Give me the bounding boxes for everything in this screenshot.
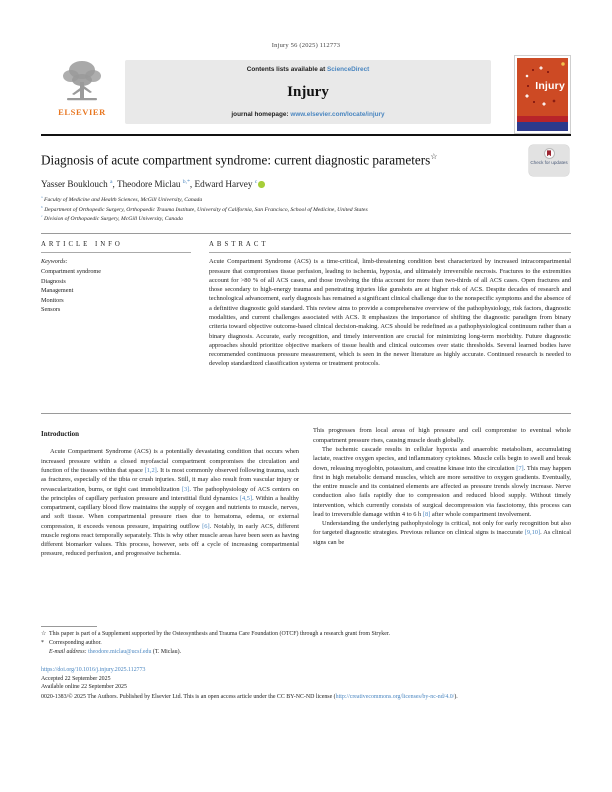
license-suffix: ).	[454, 694, 458, 701]
affiliation-sup: b	[41, 204, 43, 209]
abstract-rule	[209, 252, 571, 253]
body-right-column	[313, 426, 571, 622]
corresponding-marker: *	[41, 639, 44, 646]
supplement-footnote	[41, 630, 571, 639]
cover-blue-stripe	[517, 122, 568, 131]
affiliation-sup: a	[41, 194, 43, 199]
elsevier-wordmark: ELSEVIER	[58, 107, 106, 117]
citation-ref[interactable]: [1,2]	[144, 466, 157, 474]
header-divider	[41, 134, 571, 136]
journal-cover	[514, 55, 571, 134]
right-paragraphs	[313, 426, 571, 547]
author: Theodore Miclau $^{b,*}$	[116, 178, 190, 189]
keyword: Diagnosis	[41, 277, 66, 285]
journal-masthead	[125, 60, 491, 124]
elsevier-tree-icon	[59, 58, 105, 106]
email-footnote	[41, 648, 571, 657]
info-abstract-block	[41, 239, 571, 409]
license-prefix: 0020-1383/© 2025 The Authors. Published by Elsevier Ltd. This is an open access article under the CC BY-NC-ND license (	[41, 694, 336, 701]
check-for-updates-label: Check for updates	[530, 160, 568, 166]
journal-cover-title: Injury	[535, 80, 565, 92]
left-paragraphs	[41, 447, 299, 558]
section-divider-top	[41, 233, 571, 234]
elsevier-logo	[43, 58, 121, 128]
check-for-updates-badge[interactable]	[529, 145, 569, 176]
author-list: Yasser Bouklouch $^a$, Theodore Miclau $^{b,*}$, Edward Harvey $^c$	[41, 179, 571, 189]
keyword: Compartment syndrome	[41, 267, 101, 275]
email-link[interactable]: theodore.miclau@ucsf.edu	[88, 648, 152, 655]
article-info-rule	[41, 252, 191, 253]
sciencedirect-link[interactable]: ScienceDirect	[326, 66, 370, 73]
article-dates	[41, 675, 571, 693]
journal-banner	[41, 58, 571, 128]
citation-ref[interactable]: [7]	[516, 464, 524, 472]
body-paragraph: This progresses from local areas of high pressure and cell compromise to eventual whole compartment pressure rises, causing muscle death globally.	[313, 427, 571, 444]
citation-ref[interactable]: [4,5]	[239, 494, 253, 502]
body-left-column	[41, 426, 299, 622]
author: Edward Harvey $^c$	[195, 179, 265, 189]
orcid-icon[interactable]	[258, 181, 265, 188]
affiliation: $^a$ Faculty of Medicine and Health Sciences, McGill University, Canada	[41, 194, 203, 203]
license-link[interactable]: http://creativecommons.org/licenses/by-nc-nd/4.0/	[335, 694, 455, 701]
author: Yasser Bouklouch $^a$	[41, 178, 113, 189]
accepted-date: Accepted 22 September 2025	[41, 675, 111, 682]
abstract-column	[209, 239, 571, 409]
keyword: Sensors	[41, 306, 61, 314]
footnote-divider	[41, 626, 97, 627]
keyword: Management	[41, 287, 74, 295]
citation-ref[interactable]: [3]	[181, 485, 190, 493]
supplement-text: This paper is part of a Supplement supported by the Osteosynthesis and Trauma Care Foundation (OTCF) through a research grant from Stryker.	[49, 630, 390, 637]
article-info-column	[41, 239, 191, 409]
affiliation-list	[41, 195, 571, 224]
author-affiliation-sup: c	[254, 178, 258, 185]
contents-line	[247, 66, 370, 73]
doi-line	[41, 667, 571, 673]
body-paragraph: Understanding the underlying pathophysiology is critical, not only for early recognition but also for targeted diagnostic strategies. Previous reliance on clinical signs is inaccurate [9,10]. As clinical signs can be	[313, 520, 571, 546]
footnotes	[41, 630, 571, 657]
corresponding-footnote	[41, 639, 571, 648]
article-info-heading: ARTICLE INFO	[41, 240, 123, 248]
body-columns	[41, 426, 571, 622]
abstract-heading: ABSTRACT	[209, 240, 269, 248]
homepage-prefix: journal homepage:	[231, 111, 291, 118]
affiliation-sup: c	[41, 214, 43, 219]
doi-link[interactable]: https://doi.org/10.1016/j.injury.2025.112773	[41, 666, 146, 673]
section-heading-introduction: Introduction	[41, 430, 79, 439]
journal-citation-header: Injury 56 (2025) 112773	[271, 42, 341, 49]
keywords-list	[41, 267, 191, 315]
citation-ref[interactable]: [6]	[202, 522, 210, 530]
contents-prefix: Contents lists available at	[246, 66, 327, 73]
affiliation: $^b$ Department of Orthopedic Surgery, Orthopaedic Trauma Institute, University of California, San Francisco, School of Medicine, United States	[41, 204, 368, 213]
citation-ref[interactable]: [8]	[422, 510, 431, 518]
author-affiliation-sup: b,*	[182, 178, 190, 185]
body-paragraph: The ischemic cascade results in cellular hypoxia and anaerobic metabolism, accumulating lactate, reactive oxygen species, and inflammatory cytokines. Muscle cells begin to swell and break down, releasing myoglobin, potassium, and creatine kinase into the circulation [7]. This may happen first in high metabolic demand muscles, which are more sensitive to oxygen gradients. Eventually, the entire muscle and its contained elements are affected as pressure trends slowly increase. Nerve conduction also fails rapidly due to compression and reduced blood supply. Without timely intervention, which currently consists of surgical decompression via fasciotomy, this process can lead to irreversible damage within 4 to 6 h [8] after whole compartment involvement.	[313, 445, 571, 518]
supplement-marker: ☆	[41, 630, 47, 637]
email-suffix: (T. Miclau).	[151, 648, 182, 655]
keyword: Monitors	[41, 296, 64, 304]
journal-name: Injury	[287, 83, 329, 100]
citation-ref[interactable]: [9,10]	[524, 529, 541, 537]
abstract-text: Acute Compartment Syndrome (ACS) is a time-critical, limb-threatening condition best characterized by increased intracompartmental pressure that compromises tissue perfusion, leading to ischemia, hypoxia, and ultimately irreversible necrosis. Fractures to the extremities account for >80 % of all ACS cases, and those involving the tibia account for more than two-thirds of all ACS cases. Open fractures and those secondary to high-energy trauma and penetrating injuries like gunshots are at higher risk of ACS. Despite decades of research and technological advancement, early diagnosis has remained a significant clinical challenge due to the nonspecific symptoms and the absence of a definitive diagnostic gold standard. This review aims to provide a comprehensive overview of the pathophysiology, risk factors, diagnostic modalities, and current challenges associated with ACS. It emphasizes the importance of shifting the diagnostic paradigm from binary criteria toward objective outcome-based clinical decision-making. ACS should be redefined as a pathophysiological continuum rather than a binary diagnosis. Accurate, early recognition, and timely intervention are crucial for minimizing long-term morbidity. Future diagnostic approaches should prioritize objective markers of tissue health and clinical outcomes over static thresholds. Several learned bodies have recommended continuous pressure measurement, which is seen in the newer literature as highly accurate. Continued research is needed to develop standardized classification systems or treatment protocols.	[209, 258, 571, 368]
affiliation: $^c$ Division of Orthopaedic Surgery, McGill University, Canada	[41, 214, 183, 223]
section-divider-bottom	[41, 413, 571, 414]
check-for-updates-icon	[544, 148, 555, 159]
email-label: E-mail address:	[49, 648, 87, 655]
article-title-text: Diagnosis of acute compartment syndrome: current diagnostic parameters	[41, 152, 431, 168]
journal-cover-art	[517, 58, 568, 131]
corresponding-text: Corresponding author.	[49, 639, 102, 646]
homepage-link[interactable]: www.elsevier.com/locate/injury	[290, 111, 385, 118]
body-paragraph: Acute Compartment Syndrome (ACS) is a potentially devastating condition that occurs when increased pressure within a closed myofascial compartment compromises the circulation and function of the tissues within that space [1,2]. It is most commonly observed following trauma, such as fractures, especially of the tibia or crush injuries. Still, it may also result from vascular injury or revascularization, burns, or tight cast immobilization [3]. The pathophysiology of ACS centers on the principles of capillary perfusion pressure and interstitial fluid dynamics [4,5]. Within a healthy compartment, capillary blood flow maintains the supply of oxygen and nutrients to muscle, nerves, and soft tissue. When compartmental pressure rises due to hematoma, edema, or external compression, it exceeds venous pressure, impairing outflow [6]. Notably, in early ACS, different muscle regions react temporally separately. This is why other muscle areas have been seen as having different biomarker values. This process, however, sets off a cycle of increasing compartmental pressure, reduced perfusion, and progressive ischemia.	[41, 448, 300, 558]
keywords-label: Keywords:	[41, 258, 68, 266]
page-title	[41, 152, 511, 168]
homepage-line	[231, 111, 384, 118]
license-line	[41, 693, 571, 702]
available-date: Available online 22 September 2025	[41, 684, 127, 691]
author-affiliation-sup: a	[110, 178, 113, 185]
title-footnote-star: ☆	[430, 152, 438, 162]
title-row	[41, 152, 571, 168]
bookmark-icon	[547, 150, 551, 156]
